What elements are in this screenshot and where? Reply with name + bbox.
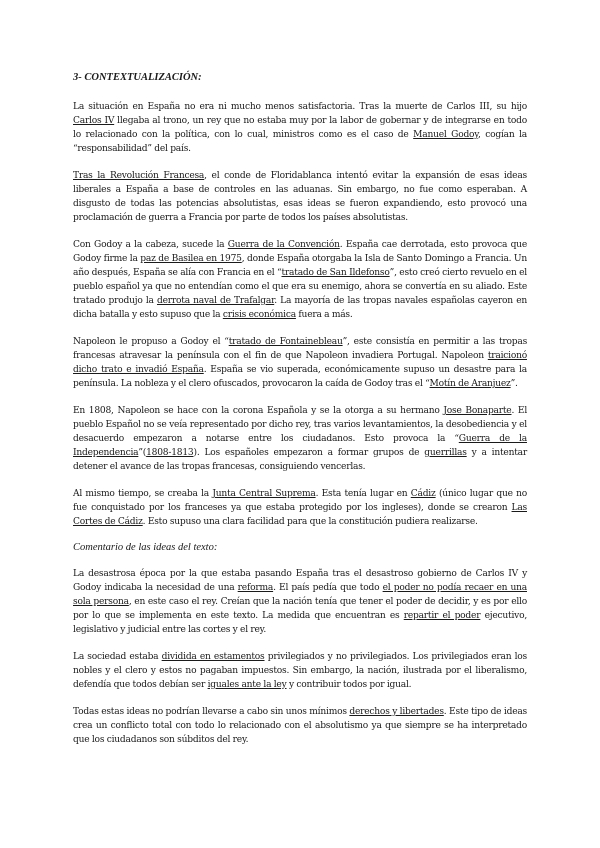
paragraph-text: . El pueblo Español no se veía representado por dicho rey, tras varios levantamientos, la desobediencia y el desacuerdo empezaron a notarse entre los ciudadanos. Esto provoca la “ xyxy=(73,406,528,444)
paragraph-comentario-2 xyxy=(73,650,527,692)
underlined-term: tratado de Fontainebleau xyxy=(228,337,343,347)
paragraph-text: En 1808, Napoleon se hace con la corona Española y se la otorga a su hermano xyxy=(73,406,444,416)
paragraph-text: y contribuir todos por igual. xyxy=(286,680,412,690)
paragraphs-context xyxy=(73,100,527,529)
paragraph-text: . Esta tenía lugar en xyxy=(315,489,411,499)
underlined-term: guerrillas xyxy=(424,448,467,458)
paragraph-text: . La mayoría de las tropas navales españolas cayeron en dicha batalla y esto supuso que la xyxy=(73,296,527,320)
underlined-term: derrota naval de Trafalgar xyxy=(156,296,275,306)
underlined-term: dividida en estamentos xyxy=(161,652,265,662)
paragraph-text: , donde España otorgaba la Isla de Santo Domingo a Francia. Un año después, España se alía con Francia en el “ xyxy=(73,254,527,278)
paragraph-text: Napoleon le propuso a Godoy el “ xyxy=(73,337,229,347)
paragraph-text: ”( xyxy=(138,448,147,458)
paragraph-text: (único lugar que no fue conquistado por los franceses ya que estaba protegido por los ingleses), donde se crearon xyxy=(73,489,528,513)
underlined-term: Manuel Godoy xyxy=(413,130,479,140)
underlined-term: traicionó dicho trato e invadió España xyxy=(73,351,527,375)
paragraph-text: ”, esto creó cierto revuelo en el pueblo español ya que no entendían como el que era su enemigo, ahora se convertía en su aliado. Este tratado produjo la xyxy=(73,268,527,306)
paragraph-text: . España se vio superada, económicamente supuso un desastre para la península. La nobleza y el clero ofuscados, provocaron la caída de Godoy tras el “ xyxy=(73,365,527,389)
underlined-term: Guerra de la Convención xyxy=(227,240,340,250)
document-content xyxy=(73,72,527,760)
paragraph-text: ejecutivo, legislativo y judicial entre las cortes y el rey. xyxy=(73,611,527,635)
paragraph-text: . El país pedía que todo xyxy=(273,583,383,593)
paragraph-text: Al mismo tiempo, se creaba la xyxy=(73,489,213,499)
underlined-term: repartir el poder xyxy=(403,611,481,621)
paragraph-text: . Este tipo de ideas crea un conflicto total con todo lo relacionado con el absolutismo ya que siempre se ha interpretado que los ciudadanos son súbditos del rey. xyxy=(73,707,527,745)
paragraph-text: ”. xyxy=(510,379,518,389)
paragraph-intro xyxy=(73,100,527,156)
underlined-term: Jose Bonaparte xyxy=(443,406,512,416)
section-title: 3- CONTEXTUALIZACIÓN: xyxy=(73,72,202,83)
underlined-term: Guerra de la Independencia xyxy=(73,434,527,458)
paragraph-text: llegaba al trono, un rey que no estaba muy por la labor de gobernar y de integrarse en todo lo relacionado con la política, con lo cual, ministros como es el caso de xyxy=(73,116,527,140)
paragraph-comentario-1 xyxy=(73,567,527,637)
underlined-term: Junta Central Suprema xyxy=(212,489,316,499)
paragraph-text: La sociedad estaba xyxy=(73,652,162,662)
subsection-title: Comentario de las ideas del texto: xyxy=(73,542,218,553)
paragraph-text: privilegiados y no privilegiados. Los privilegiados eran los nobles y el clero y estos no pagaban impuestos. Sin embargo, la nación, ilustrada por el liberalismo, defendía que todos debían ser xyxy=(73,652,528,690)
paragraph-revolucion xyxy=(73,169,527,225)
underlined-term: reforma xyxy=(237,583,274,593)
underlined-term: tratado de San Ildefonso xyxy=(281,268,390,278)
paragraph-text: ”, este consistía en permitir a las tropas francesas atravesar la península con el fin de que Napoleon invadiera Portugal. Napoleon xyxy=(73,337,528,361)
paragraph-junta xyxy=(73,487,527,529)
underlined-term: crisis económica xyxy=(222,310,296,320)
paragraph-text: Todas estas ideas no podrían llevarse a cabo sin unos mínimos xyxy=(73,707,350,717)
paragraph-text: La situación en España no era ni mucho menos satisfactoria. Tras la muerte de Carlos III, su hijo xyxy=(73,102,527,112)
paragraph-text: , en este caso el rey. Creían que la nación tenía que tener el poder de decidir, y es por ello por lo que se implementa en este texto. La medida que encuentran es xyxy=(73,597,527,621)
underlined-term: 1808-1813 xyxy=(146,448,194,458)
paragraph-independencia xyxy=(73,404,527,474)
underlined-term: Motín de Aranjuez xyxy=(429,379,511,389)
underlined-term: el poder no podía recaer en una sola persona xyxy=(73,583,527,607)
paragraph-text: , cogían la “responsabilidad” del país. xyxy=(73,130,527,154)
paragraph-text: . Esto supuso una clara facilidad para que la constitución pudiera realizarse. xyxy=(142,517,478,527)
paragraph-text: La desastrosa época por la que estaba pasando España tras el desastroso gobierno de Carlos IV y Godoy indicaba la necesidad de una xyxy=(73,569,527,593)
underlined-term: derechos y libertades xyxy=(349,707,444,717)
paragraph-text: ). Los españoles empezaron a formar grupos de xyxy=(193,448,425,458)
paragraphs-commentary xyxy=(73,567,527,747)
paragraph-text: fuera a más. xyxy=(295,310,353,320)
paragraph-text: y a intentar detener el avance de las tropas francesas, consiguiendo vencerlas. xyxy=(73,448,527,472)
underlined-term: Las Cortes de Cádiz xyxy=(73,503,527,527)
paragraph-convencion xyxy=(73,238,527,322)
underlined-term: Carlos IV xyxy=(73,116,115,126)
underlined-term: paz de Basilea en 1975 xyxy=(140,254,242,264)
underlined-term: iguales ante la ley xyxy=(207,680,287,690)
paragraph-fontainebleau xyxy=(73,335,527,391)
paragraph-text: , el conde de Floridablanca intentó evitar la expansión de esas ideas liberales a España a base de controles en las aduanas. Sin embargo, no fue como esperaban. A disgusto de todas las potencias absolutistas, esas ideas se fueron expandiendo, esto provocó una proclamación de guerra a Francia por parte de todos los países absolutistas. xyxy=(73,171,527,223)
paragraph-text: . España cae derrotada, esto provoca que Godoy firme la xyxy=(73,240,527,264)
underlined-term: Tras la Revolución Francesa xyxy=(73,171,205,181)
paragraph-comentario-3 xyxy=(73,705,527,747)
paragraph-text: Con Godoy a la cabeza, sucede la xyxy=(73,240,228,250)
underlined-term: Cádiz xyxy=(410,489,436,499)
